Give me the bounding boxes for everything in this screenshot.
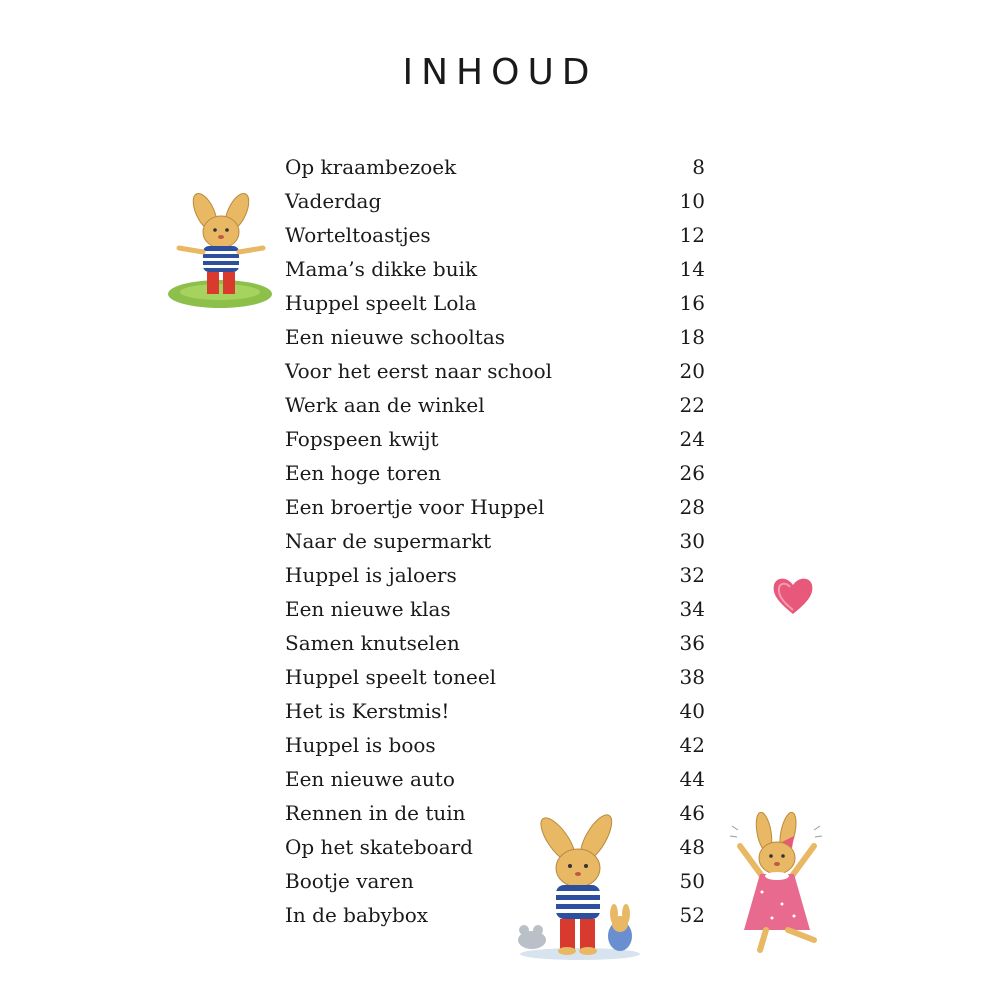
entry-page: 20 <box>679 359 705 383</box>
entry-title: In de babybox <box>285 903 429 927</box>
list-item[interactable] <box>285 626 705 660</box>
entry-title: Een broertje voor Huppel <box>285 495 545 519</box>
entry-page: 24 <box>679 427 705 451</box>
entry-title: Op het skateboard <box>285 835 473 859</box>
entry-title: Vaderdag <box>285 189 382 213</box>
entry-page: 10 <box>679 189 705 213</box>
list-item[interactable] <box>285 354 705 388</box>
list-item[interactable] <box>285 660 705 694</box>
list-item[interactable] <box>285 524 705 558</box>
entry-title: Naar de supermarkt <box>285 529 492 553</box>
entry-page: 14 <box>679 257 705 281</box>
entry-title: Fopspeen kwijt <box>285 427 439 451</box>
entry-title: Voor het eerst naar school <box>285 359 553 383</box>
list-item[interactable] <box>285 320 705 354</box>
entry-page: 28 <box>679 495 705 519</box>
entry-page: 42 <box>679 733 705 757</box>
entry-title: Een nieuwe auto <box>285 767 455 791</box>
bunny-with-toys-illustration <box>510 812 650 962</box>
list-item[interactable] <box>285 694 705 728</box>
entry-page: 22 <box>679 393 705 417</box>
entry-title: Werk aan de winkel <box>285 393 485 417</box>
list-item[interactable] <box>285 456 705 490</box>
list-item[interactable] <box>285 490 705 524</box>
entry-page: 16 <box>679 291 705 315</box>
entry-title: Bootje varen <box>285 869 414 893</box>
bunny-on-grass-illustration <box>165 190 275 310</box>
list-item[interactable] <box>285 558 705 592</box>
bunny-in-pink-dress-illustration <box>722 812 832 957</box>
list-item[interactable] <box>285 286 705 320</box>
entry-page: 44 <box>679 767 705 791</box>
list-item[interactable] <box>285 592 705 626</box>
entry-title: Worteltoastjes <box>285 223 431 247</box>
list-item[interactable] <box>285 762 705 796</box>
entry-title: Samen knutselen <box>285 631 460 655</box>
entry-title: Een nieuwe klas <box>285 597 451 621</box>
list-item[interactable] <box>285 252 705 286</box>
entry-page: 38 <box>679 665 705 689</box>
list-item[interactable] <box>285 218 705 252</box>
entry-page: 36 <box>679 631 705 655</box>
entry-page: 50 <box>679 869 705 893</box>
entry-title: Een hoge toren <box>285 461 441 485</box>
entry-page: 8 <box>692 155 705 179</box>
entry-page: 40 <box>679 699 705 723</box>
entry-page: 52 <box>679 903 705 927</box>
entry-page: 12 <box>679 223 705 247</box>
entry-title: Op kraambezoek <box>285 155 457 179</box>
entry-page: 30 <box>679 529 705 553</box>
entry-page: 34 <box>679 597 705 621</box>
list-item[interactable] <box>285 184 705 218</box>
list-item[interactable] <box>285 388 705 422</box>
entry-title: Huppel speelt Lola <box>285 291 477 315</box>
entry-title: Mama’s dikke buik <box>285 257 478 281</box>
entry-page: 26 <box>679 461 705 485</box>
heart-icon <box>770 574 816 616</box>
entry-page: 46 <box>679 801 705 825</box>
entry-title: Huppel is jaloers <box>285 563 457 587</box>
entry-page: 32 <box>679 563 705 587</box>
list-item[interactable] <box>285 150 705 184</box>
entry-title: Huppel speelt toneel <box>285 665 497 689</box>
entry-page: 18 <box>679 325 705 349</box>
list-item[interactable] <box>285 422 705 456</box>
entry-title: Huppel is boos <box>285 733 436 757</box>
entry-title: Het is Kerstmis! <box>285 699 450 723</box>
page-title: INHOUD <box>402 52 598 94</box>
entry-page: 48 <box>679 835 705 859</box>
list-item[interactable] <box>285 728 705 762</box>
entry-title: Een nieuwe schooltas <box>285 325 506 349</box>
entry-title: Rennen in de tuin <box>285 801 466 825</box>
